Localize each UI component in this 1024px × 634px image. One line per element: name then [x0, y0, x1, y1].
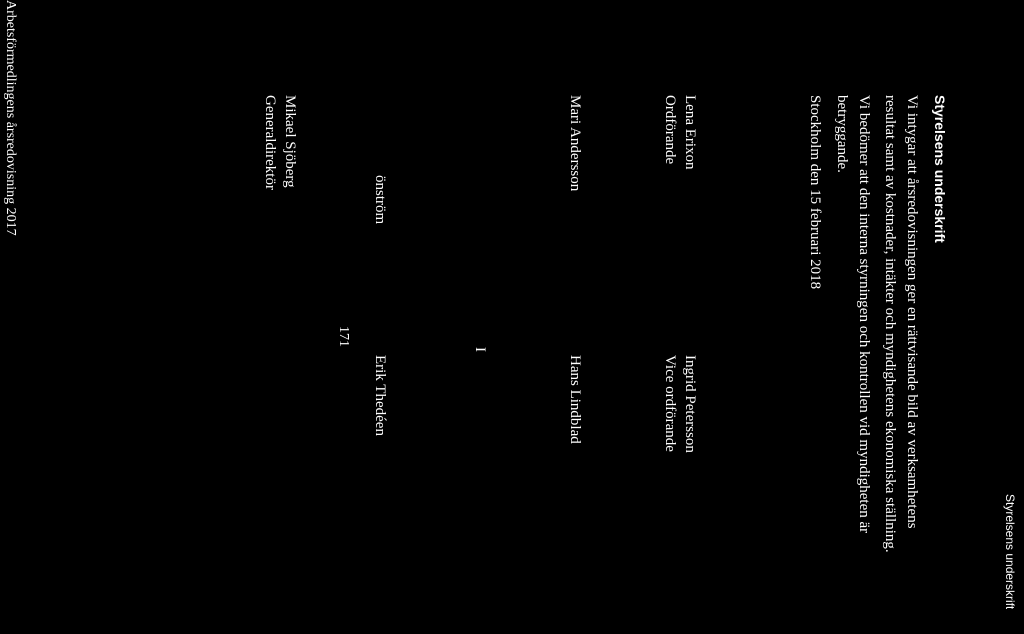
paragraph-line: resultat samt av kostnader, intäkter och myndighetens ekonomiska ställning. [882, 95, 898, 553]
signatory-name: Lena Erixon [682, 95, 698, 170]
signatory-title: Ordförande [662, 95, 678, 165]
place-and-date: Stockholm den 15 februari 2018 [807, 95, 823, 290]
signatory-name: Mikael Sjöberg [282, 95, 298, 188]
paragraph-line: betryggande. [834, 95, 850, 173]
page-number: 171 [336, 326, 351, 347]
paragraph-line: Vi intygar att årsredovisningen ger en rättvisande bild av verksamhetens [904, 95, 920, 529]
signatory-title: Vice ordförande [662, 355, 678, 452]
signatory-name: önström [372, 175, 388, 225]
signature-block [370, 175, 390, 224]
signatory-name: Mari Andersson [567, 95, 583, 192]
signature-block [565, 355, 585, 444]
signature-block [660, 355, 700, 453]
signatory-name: Erik Thedéen [372, 355, 388, 436]
stray-mark: I [472, 347, 488, 352]
signatory-title: Generaldirektör [262, 95, 278, 190]
signature-block [660, 95, 700, 170]
signatory-name: Hans Lindblad [567, 355, 583, 444]
paragraph-line: Vi bedömer att den interna styrningen och kontrollen vid myndigheten är [856, 95, 872, 534]
paragraph-internal-control [831, 95, 875, 533]
section-heading: Styrelsens underskrift [932, 95, 948, 243]
running-header: Styrelsens underskrift [1003, 494, 1017, 610]
signatory-name: Ingrid Petersson [682, 355, 698, 453]
running-footer: Arbetsförmedlingens årsredovisning 2017 [3, 0, 18, 236]
paragraph-attestation [879, 95, 923, 553]
signature-block [260, 95, 300, 190]
signature-block [370, 355, 390, 436]
signature-block [565, 95, 585, 191]
